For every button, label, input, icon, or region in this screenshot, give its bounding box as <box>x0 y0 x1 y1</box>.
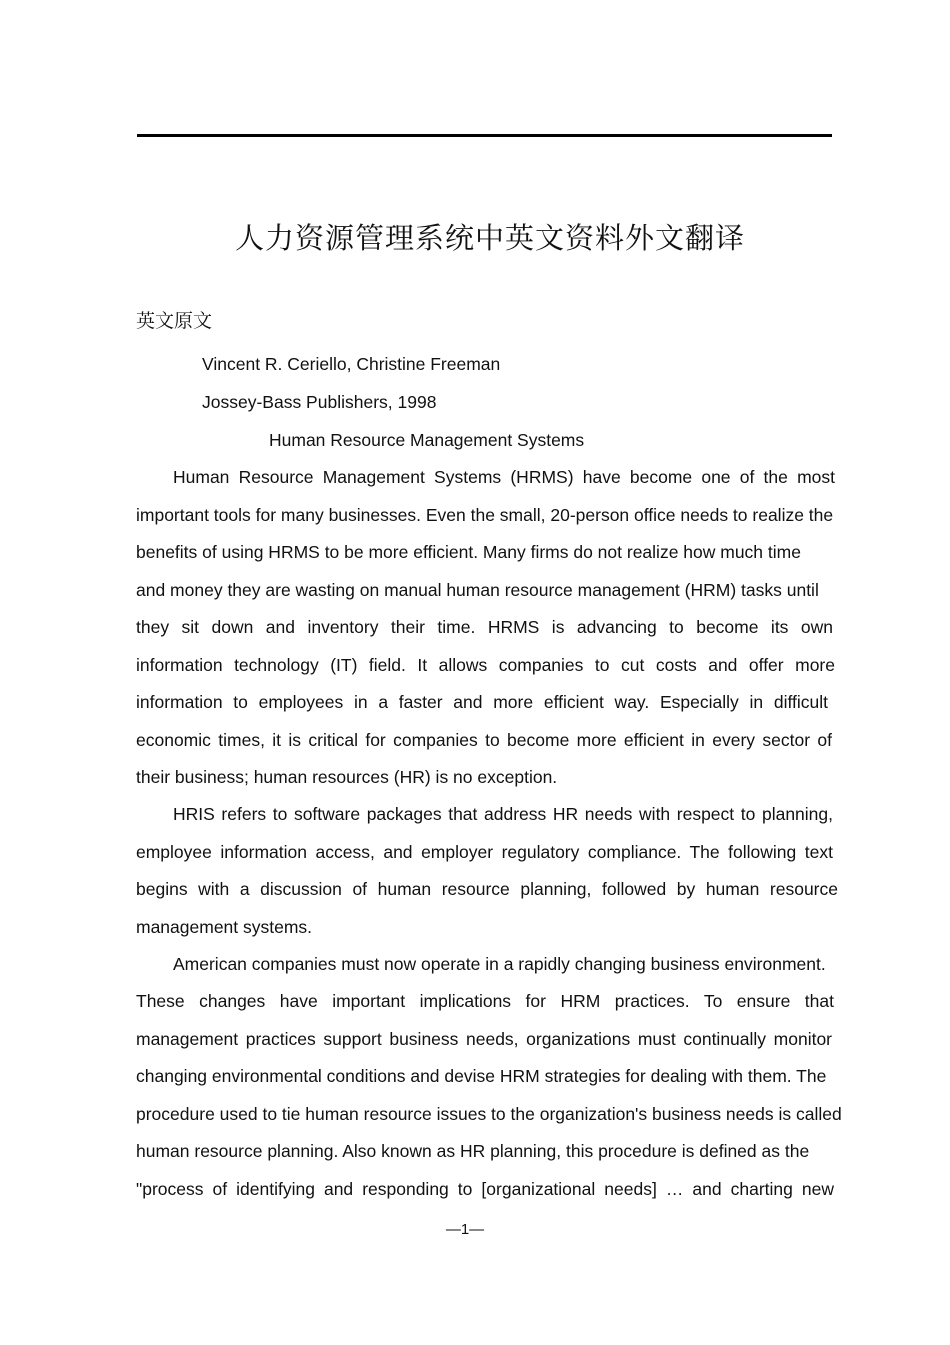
paragraph-line: employee information access, and employer regulatory compliance. The following text <box>136 842 833 862</box>
paragraph-line: information technology (IT) field. It allows companies to cut costs and offer more <box>136 655 835 675</box>
paragraph-line: American companies must now operate in a rapidly changing business environment. <box>173 954 826 974</box>
page-number: —1— <box>445 1221 485 1238</box>
paragraph-line: begins with a discussion of human resource planning, followed by human resource <box>136 879 838 899</box>
paragraph-line: information to employees in a faster and more efficient way. Especially in difficult <box>136 692 828 712</box>
article-title: Human Resource Management Systems <box>269 430 585 450</box>
paragraph-line: These changes have important implications for HRM practices. To ensure that <box>136 991 834 1011</box>
paragraph-line: "process of identifying and responding to [organizational needs] … and charting new <box>136 1179 834 1199</box>
paragraph-line: important tools for many businesses. Even the small, 20-person office needs to realize the <box>136 505 834 525</box>
header-rule <box>137 134 832 137</box>
paragraph-line: Human Resource Management Systems (HRMS) have become one of the most <box>173 467 835 487</box>
paragraph-line: economic times, it is critical for companies to become more efficient in every sector of <box>136 730 832 750</box>
authors: Vincent R. Ceriello, Christine Freeman <box>202 354 501 374</box>
document-title: 人力资源管理系统中英文资料外文翻译 <box>234 221 745 255</box>
paragraph-line: changing environmental conditions and devise HRM strategies for dealing with them. The <box>136 1066 827 1086</box>
section-label: 英文原文 <box>136 310 213 332</box>
publisher: Jossey-Bass Publishers, 1998 <box>202 392 437 412</box>
paragraph-line: benefits of using HRMS to be more efficient. Many firms do not realize how much time <box>136 542 801 562</box>
paragraph-line: management practices support business needs, organizations must continually monitor <box>136 1029 832 1049</box>
paragraph-line: they sit down and inventory their time. HRMS is advancing to become its own <box>136 617 833 637</box>
paragraph-line: procedure used to tie human resource issues to the organization's business needs is called <box>136 1104 842 1124</box>
paragraph-line: HRIS refers to software packages that address HR needs with respect to planning, <box>173 804 833 824</box>
paragraph-line: human resource planning. Also known as HR planning, this procedure is defined as the <box>136 1141 810 1161</box>
paragraph-line: management systems. <box>136 917 313 937</box>
paragraph-line: and money they are wasting on manual human resource management (HRM) tasks until <box>136 580 819 600</box>
paragraph-line: their business; human resources (HR) is no exception. <box>136 767 558 787</box>
